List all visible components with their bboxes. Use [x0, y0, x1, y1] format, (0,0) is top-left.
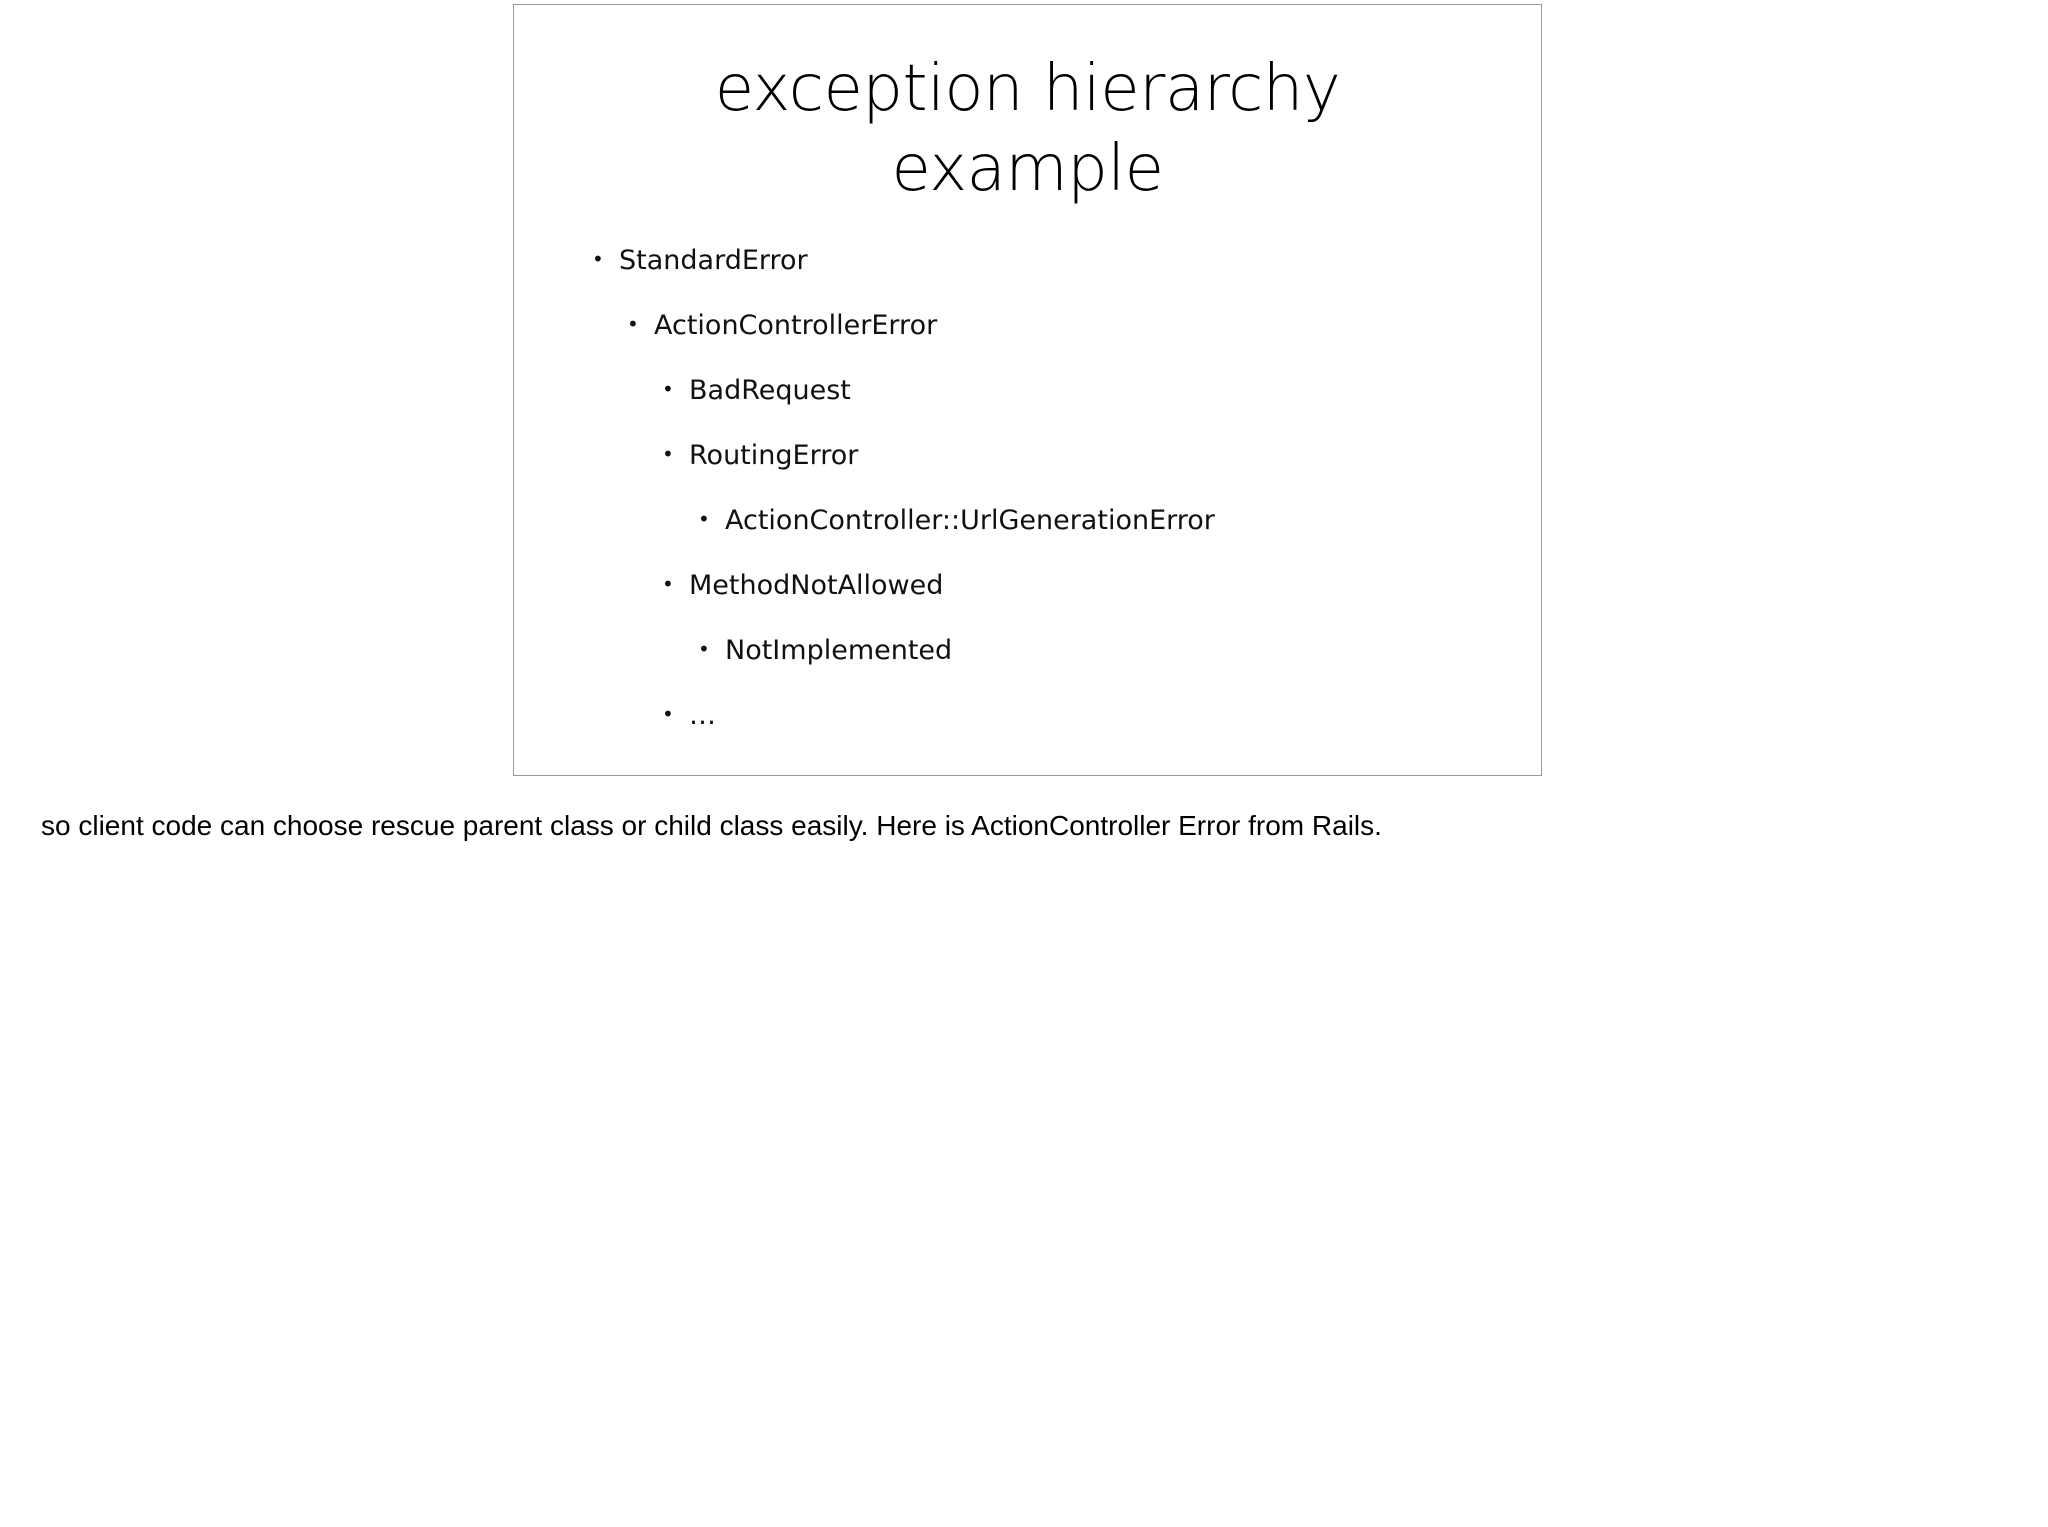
speaker-note-caption: so client code can choose rescue parent class or child class easily. Here is ActionController Error from Rails. — [41, 810, 1382, 841]
bullet-item-url-generation-error — [698, 501, 1215, 539]
bullet-item-ellipsis — [662, 696, 716, 734]
bullet-text: MethodNotAllowed — [689, 570, 944, 601]
bullet-dot: • — [698, 507, 710, 531]
bullet-text: StandardError — [619, 245, 808, 276]
bullet-text: BadRequest — [689, 375, 851, 406]
slide — [513, 4, 1542, 776]
bullet-dot: • — [698, 637, 710, 661]
slide-title-line-1: exception hierarchy — [714, 52, 1341, 126]
bullet-dot: • — [662, 377, 674, 401]
bullet-list — [514, 5, 1541, 775]
bullet-item-standard-error — [592, 241, 808, 279]
bullet-dot: • — [662, 702, 674, 726]
bullet-text: ActionControllerError — [654, 310, 938, 341]
bullet-item-method-not-allowed — [662, 566, 943, 604]
bullet-text: NotImplemented — [725, 635, 953, 666]
bullet-item-routing-error — [662, 436, 858, 474]
bullet-item-bad-request — [662, 371, 851, 409]
bullet-dot: • — [627, 312, 639, 336]
slide-title-line-2: example — [891, 132, 1164, 206]
bullet-dot: • — [662, 442, 674, 466]
bullet-item-not-implemented — [698, 631, 952, 669]
bullet-text: ActionController::UrlGenerationError — [725, 505, 1215, 536]
bullet-text: RoutingError — [689, 440, 859, 471]
bullet-text: … — [689, 700, 716, 731]
bullet-dot: • — [592, 247, 604, 271]
bullet-item-action-controller-error — [627, 306, 937, 344]
bullet-dot: • — [662, 572, 674, 596]
